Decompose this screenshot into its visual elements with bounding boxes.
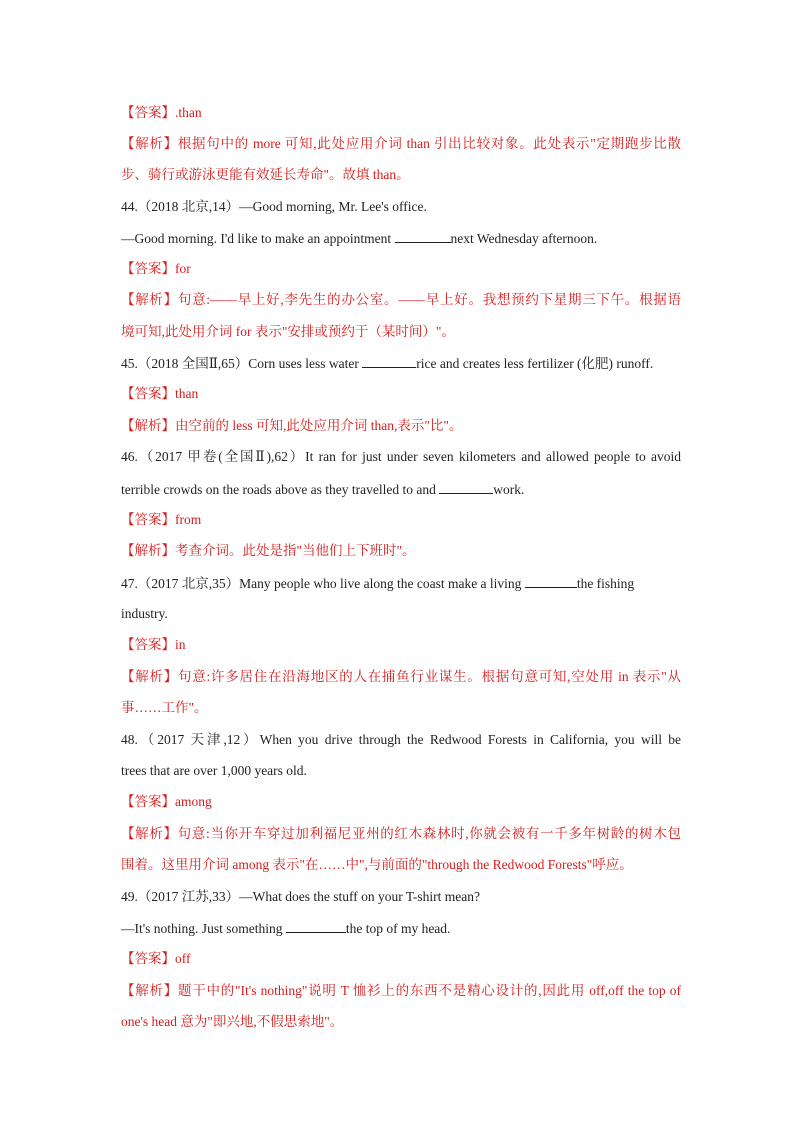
answer-line: 【答案】than [121, 386, 199, 401]
answer-line: 【答案】among [121, 794, 212, 809]
question-line: 49.（2017 江苏,33）—What does the stuff on your T-shirt mean? [121, 889, 480, 904]
answer-line: 【答案】off [121, 951, 191, 966]
question-line: trees that are over 1,000 years old. [121, 763, 307, 778]
question-line: 47.（2017 北京,35）Many people who live along the coast make a living the fishing [121, 576, 635, 591]
analysis-line: 【解析】句意:——早上好,李先生的办公室。——早上好。我想预约下星期三下午。根据语 [121, 292, 681, 307]
analysis-line: 境可知,此处用介词 for 表示"安排或预约于（某时间）"。 [121, 324, 455, 339]
answer-line: 【答案】from [121, 512, 202, 527]
answer-blank [362, 354, 416, 368]
question-line: 45.（2018 全国Ⅱ,65）Corn uses less water rice and creates less fertilizer (化肥) runoff. [121, 356, 654, 371]
answer-blank [286, 919, 346, 933]
question-line: 46.（2017 甲卷(全国Ⅱ),62）It ran for just under seven kilometers and allowed people to avoid [121, 449, 681, 464]
question-line: —It's nothing. Just something the top of my head. [121, 921, 451, 936]
answer-blank [395, 229, 451, 243]
analysis-line: 围着。这里用介词 among 表示"在……中",与前面的"through the Redwood Forests"呼应。 [121, 857, 633, 872]
analysis-line: 【解析】根据句中的 more 可知,此处应用介词 than 引出比较对象。此处表示"定期跑步比散 [121, 136, 681, 151]
analysis-line: 步、骑行或游泳更能有效延长寿命"。故填 than。 [121, 167, 410, 182]
answer-blank [525, 574, 577, 588]
question-line: 48.（2017 天津,12）When you drive through the Redwood Forests in California, you will be [121, 732, 681, 747]
question-line: —Good morning. I'd like to make an appointment next Wednesday afternoon. [121, 231, 598, 246]
question-line: terrible crowds on the roads above as they travelled to and work. [121, 482, 525, 497]
question-line: industry. [121, 606, 168, 621]
analysis-line: 【解析】题干中的"It's nothing"说明 T 恤衫上的东西不是精心设计的,因此用 off,off the top of [121, 983, 681, 998]
answer-line: 【答案】for [121, 261, 191, 276]
question-line: 44.（2018 北京,14）—Good morning, Mr. Lee's office. [121, 199, 427, 214]
analysis-line: 【解析】考查介词。此处是指"当他们上下班时"。 [121, 543, 416, 558]
answer-line: 【答案】.than [121, 105, 202, 120]
analysis-line: one's head 意为"即兴地,不假思索地"。 [121, 1014, 344, 1029]
answer-blank [439, 480, 493, 494]
analysis-line: 【解析】句意:许多居住在沿海地区的人在捕鱼行业谋生。根据句意可知,空处用 in 表示"从 [121, 669, 681, 684]
analysis-line: 事……工作"。 [121, 700, 208, 715]
analysis-line: 【解析】由空前的 less 可知,此处应用介词 than,表示"比"。 [121, 418, 463, 433]
analysis-line: 【解析】句意:当你开车穿过加利福尼亚州的红木森林时,你就会被有一千多年树龄的树木包 [121, 826, 681, 841]
answer-line: 【答案】in [121, 637, 186, 652]
